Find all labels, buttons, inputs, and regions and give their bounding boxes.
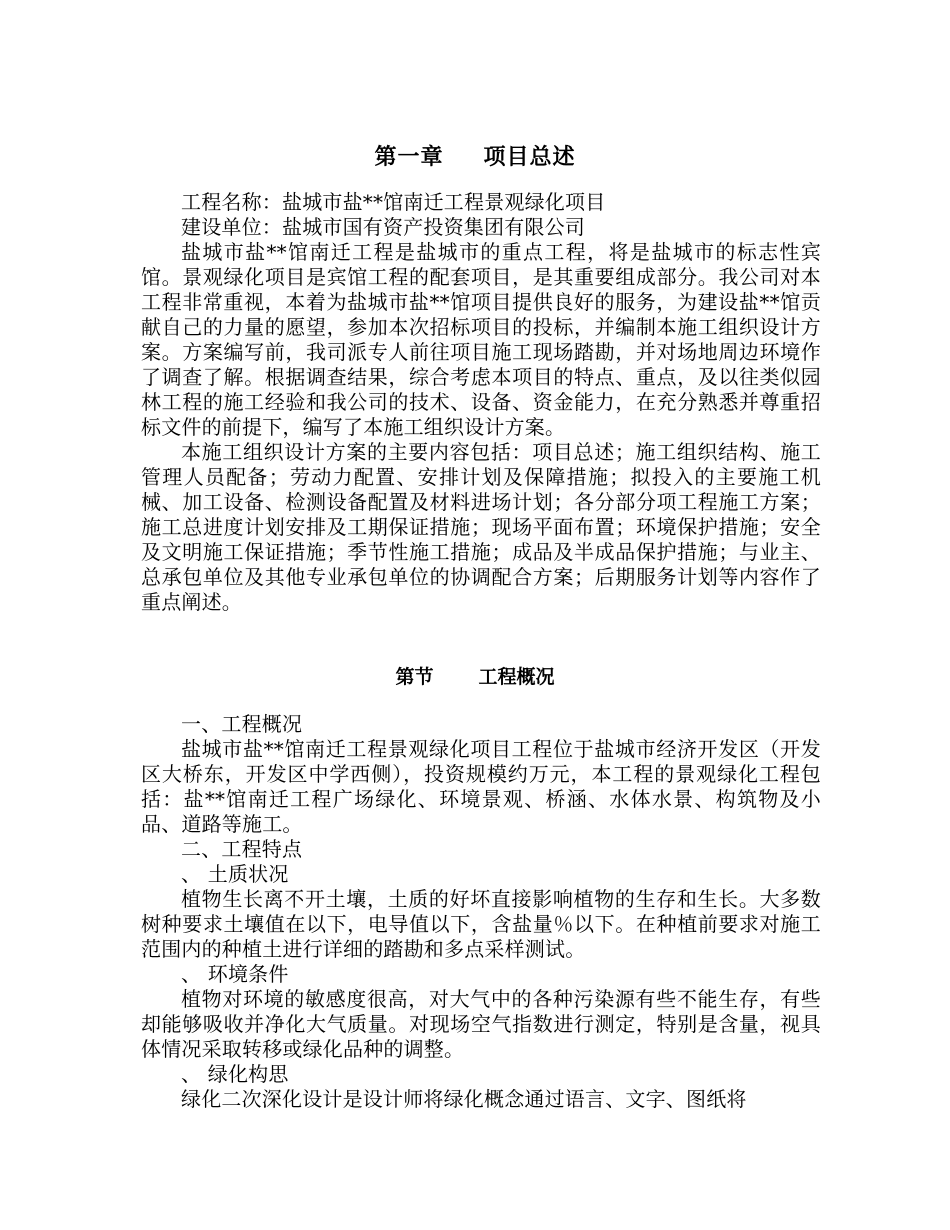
soil-paragraph: 植物生长离不开土壤，土质的好坏直接影响植物的生存和生长。大多数树种要求土壤值在以下，电导值以下，含盐量％以下。在种植前要求对施工范围内的种植土进行详细的踏勘和多点采样测试。 <box>141 887 821 961</box>
section-title: 工程概况 <box>478 666 555 688</box>
project-name-line: 工程名称：盐城市盐**馆南迁工程景观绿化项目 <box>181 190 606 214</box>
overview-paragraph: 盐城市盐**馆南迁工程景观绿化项目工程位于盐城市经济开发区（开发区大桥东，开发区中学西侧），投资规模约万元，本工程的景观绿化工程包括：盐**馆南迁工程广场绿化、环境景观、桥涵、水体水景、构筑物及小品、道路等施工。 <box>141 737 821 836</box>
chapter-number: 第一章 <box>374 145 444 170</box>
overview-block <box>141 712 821 1112</box>
intro-paragraph-1: 盐城市盐**馆南迁工程是盐城市的重点工程，将是盐城市的标志性宾馆。景观绿化项目是宾馆工程的配套项目，是其重要组成部分。我公司对本工程非常重视，本着为盐城市盐**馆项目提供良好的服务，为建设盐**馆贡献自己的力量的愿望，参加本次招标项目的投标，并编制本施工组织设计方案。方案编写前，我司派专人前往项目施工现场踏勘，并对场地周边环境作了调查了解。根据调查结果，综合考虑本项目的特点、重点，及以往类似园林工程的施工经验和我公司的技术、设备、资金能力，在充分熟悉并尊重招标文件的前提下，编写了本施工组织设计方案。 <box>141 240 821 439</box>
chapter-heading <box>0 140 950 171</box>
intro-block <box>141 190 821 615</box>
client-line: 建设单位：盐城市国有资产投资集团有限公司 <box>181 215 585 239</box>
intro-paragraph-2: 本施工组织设计方案的主要内容包括：项目总述；施工组织结构、施工管理人员配备；劳动力配置、安排计划及保障措施；拟投入的主要施工机械、加工设备、检测设备配置及材料进场计划；各分部分项工程施工方案；施工总进度计划安排及工期保证措施；现场平面布置；环境保护措施；安全及文明施工保证措施；季节性施工措施；成品及半成品保护措施；与业主、总承包单位及其他专业承包单位的协调配合方案；后期服务计划等内容作了重点阐述。 <box>141 440 821 614</box>
section-number: 第节 <box>395 666 434 688</box>
chapter-title: 项目总述 <box>483 145 576 170</box>
subheading-concept: 、 绿化构思 <box>181 1062 289 1086</box>
subheading-overview: 一、工程概况 <box>181 712 303 736</box>
subheading-soil: 、 土质状况 <box>181 862 289 886</box>
section-heading <box>0 662 950 689</box>
concept-paragraph: 绿化二次深化设计是设计师将绿化概念通过语言、文字、图纸将 <box>181 1087 747 1111</box>
subheading-environment: 、 环境条件 <box>181 962 289 986</box>
subheading-features: 二、工程特点 <box>181 837 303 861</box>
environment-paragraph: 植物对环境的敏感度很高，对大气中的各种污染源有些不能生存，有些却能够吸收并净化大气质量。对现场空气指数进行测定，特别是含量，视具体情况采取转移或绿化品种的调整。 <box>141 987 821 1061</box>
